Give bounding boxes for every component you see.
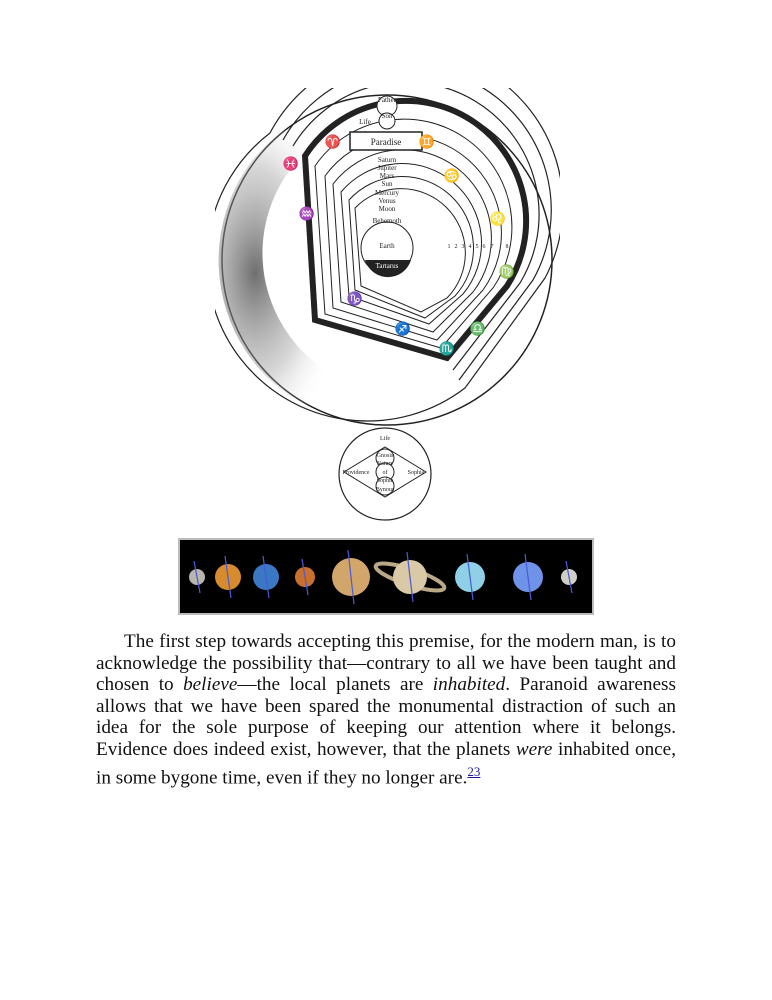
label-mercury: Mercury (374, 189, 400, 197)
zodiac-glyph: ♈ (324, 134, 342, 149)
ring-number: 1 (447, 244, 451, 250)
planet-pluto (561, 561, 577, 593)
center-line: Nature (376, 461, 394, 467)
zodiac-glyph: ♏ (438, 341, 456, 356)
planet-mercury (189, 561, 205, 593)
ring-number: 5 (475, 244, 479, 250)
zodiac-glyph: ♒ (298, 206, 316, 221)
label-earth: Earth (379, 242, 395, 250)
label-son: Son (381, 112, 393, 120)
center-line: Bynous (375, 487, 395, 493)
label-paradise: Paradise (370, 137, 402, 147)
emphasis-were: were (515, 738, 553, 760)
text-run: inhabited once, in some bygone time, even if they no longer are. (96, 738, 676, 788)
emphasis-inhabited: inhabited (432, 674, 506, 696)
center-line: of (382, 470, 388, 476)
planet-uranus (455, 554, 485, 600)
zodiac-glyph: ♋ (443, 168, 461, 183)
planet-venus (215, 556, 241, 598)
label-father: Father (378, 96, 396, 104)
zodiac-glyph: ♐ (394, 321, 412, 336)
text-run: —the local planets are (237, 674, 433, 696)
label-venus: Venus (378, 197, 396, 205)
label-mars: Mars (379, 172, 395, 180)
divine-diagram (334, 425, 436, 523)
zodiac-glyph: ♊ (418, 134, 436, 149)
zodiac-glyph: ♍ (498, 264, 516, 279)
center-line: Gnosis (376, 453, 394, 459)
ring-number: 3 (461, 244, 465, 250)
label-sophia: Sophia (407, 470, 425, 476)
planet-saturn (373, 552, 446, 602)
zodiac-glyph: ♑ (346, 291, 364, 306)
label-providence: Providence (342, 470, 370, 476)
ring-number: 8 (505, 244, 509, 250)
label-life: Life (380, 436, 390, 442)
emphasis-believe: believe (183, 674, 238, 696)
ring-number: 6 (482, 244, 486, 250)
center-line: Sophia (376, 478, 394, 484)
ring-number: 4 (468, 244, 472, 250)
label-moon: Moon (378, 205, 396, 213)
zodiac-glyph: ♌ (489, 211, 507, 226)
zodiac-glyph: ♓ (282, 156, 300, 171)
label-behemoth: Behemoth (372, 217, 402, 225)
planet-earth (253, 556, 279, 598)
ring-number: 2 (454, 244, 458, 250)
planet-mars (295, 559, 315, 595)
text-run: . Paranoid awareness allows that we have been spared the monumental distraction of such an idea for the sole purpose of keeping our attention where it belongs. Evidence does indeed exist, however, that the planets (96, 674, 676, 760)
label-sun: Sun (381, 180, 393, 188)
text-run: The first step towards accepting this premise, for the modern man, is to acknowledge the possibility that—contrary to all we have been taught and chosen to (96, 631, 676, 696)
planet-svg (180, 540, 592, 613)
planet-strip-image (178, 538, 594, 615)
label-life: Life (359, 118, 371, 126)
planet-neptune (513, 554, 543, 600)
planet-jupiter (332, 550, 370, 604)
zodiac-glyph: ♎ (469, 321, 487, 336)
cosmology-diagram (215, 88, 560, 428)
label-tartarus: Tartarus (375, 262, 399, 270)
ring-number: 7 (490, 244, 494, 250)
body-paragraph (96, 631, 676, 789)
footnote-link[interactable]: 23 (467, 763, 481, 779)
label-jupiter: Jupiter (377, 164, 397, 172)
label-saturn: Saturn (377, 156, 397, 164)
